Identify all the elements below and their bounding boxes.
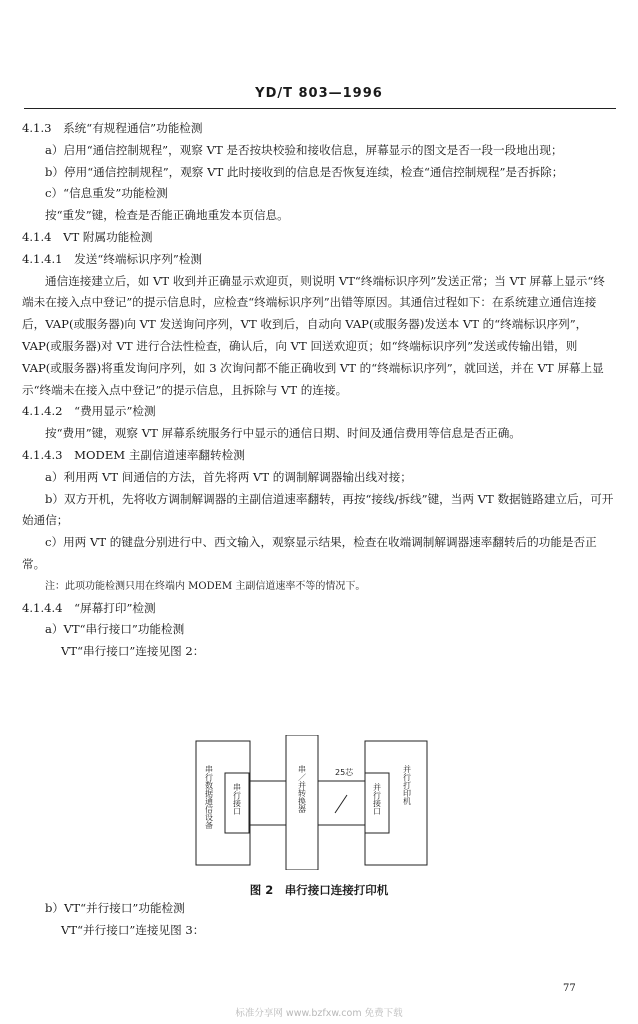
item-c-keyboard-input: c）用两 VT 的键盘分别进行中、西文输入，观察显示结果，检查在收端调制解调器速率翻转后的功能是否正常。 (22, 535, 597, 571)
note-modem: 注：此项功能检测只用在终端内 MODEM 主副信道速率不等的情况下。 (45, 580, 366, 592)
header-rule (24, 108, 616, 109)
document-body-continued (22, 898, 616, 942)
item-a-enable-protocol: a）启用“通信控制规程”，观察 VT 是否按块校验和接收信息，屏幕显示的图文是否一段一段地出现； (45, 142, 563, 157)
paragraph-terminal-id: 通信连接建立后，如 VT 收到并正确显示欢迎页，则说明 VT“终端标识序列”发送正常；当 VT 屏幕上显示“终端未在接入点中登记”的提示信息时，应检查“终端标识序列”出错等原因。其通信过程如下：在系统建立通信连接后，VAP(或服务器)向 VT 发送询问序列，VT 收到后，自动向 VAP(或服务器)发送本 VT 的“终端标识序列”，VAP(或服务器)对 VT 进行合法性检查，确认后，向 VT 回送欢迎页；如“终端标识序列”发送或传输出错，则 VAP(或服务器)将重发询问序列，如 3 次询问都不能正确收到 VT 的“终端标识序列”，就回送，并在 VT 屏幕上显示“终端未在接入点中登记”的提示信息，且拆除与 VT 的连接。 (22, 273, 605, 397)
item-a-modem-connect: a）利用两 VT 间通信的方法，首先将两 VT 的调制解调器输出线对接； (45, 469, 412, 484)
heading-4-1-4-4: 4.1.4.4 “屏幕打印”检测 (22, 600, 156, 615)
figure-2-caption: 图 2 串行接口连接打印机 (249, 883, 389, 897)
heading-4-1-4-3: 4.1.4.3 MODEM 主副信道速率翻转检测 (22, 447, 245, 462)
paragraph-resend-key: 按“重发”键，检查是否能正确地重发本页信息。 (45, 208, 289, 223)
item-b-parallel-interface: b）VT“并行接口”功能检测 (45, 901, 185, 915)
item-b-disable-protocol: b）停用“通信控制规程”，观察 VT 此时接收到的信息是否恢复连续，检查“通信控制规程”是否拆除； (45, 164, 564, 179)
wire-slash (335, 795, 347, 813)
figure-2-diagram (195, 735, 435, 870)
serial-device-label: 串行数据通信设备 (204, 765, 214, 829)
wire-count-label: 25芯 (335, 768, 354, 777)
parallel-interface-label: 并行接口 (372, 783, 382, 815)
heading-4-1-4: 4.1.4 VT 附属功能检测 (22, 229, 153, 244)
heading-4-1-4-1: 4.1.4.1 发送“终端标识序列”检测 (22, 251, 202, 266)
item-c-resend: c）“信息重发”功能检测 (45, 186, 168, 201)
printer-label: 并行打印机 (402, 765, 412, 805)
document-body (22, 118, 616, 663)
heading-4-1-4-2: 4.1.4.2 “费用显示”检测 (22, 404, 156, 419)
page-number: 77 (563, 983, 576, 994)
item-b-modem-flip: b）双方开机，先将收方调制解调器的主副信道速率翻转，再按“接线/拆线”键，当两 VT 数据链路建立后，可开始通信； (22, 491, 614, 528)
paragraph-parallel-figure-ref: VT“并行接口”连接见图 3： (61, 922, 205, 937)
paragraph-serial-figure-ref: VT“串行接口”连接见图 2： (61, 644, 205, 659)
serial-interface-label: 串行接口 (232, 783, 242, 815)
watermark-footer: 标准分享网 www.bzfxw.com 免费下载 (235, 1008, 403, 1019)
item-a-serial-interface: a）VT“串行接口”功能检测 (45, 622, 185, 637)
paragraph-fee-key: 按“费用”键，观察 VT 屏幕系统服务行中显示的通信日期、时间及通信费用等信息是否正确。 (45, 426, 521, 441)
standard-number-header: YD/T 803—1996 (255, 86, 383, 101)
heading-4-1-3: 4.1.3 系统“有规程通信”功能检测 (22, 121, 203, 135)
converter-label: 串／并转换器 (297, 765, 307, 813)
